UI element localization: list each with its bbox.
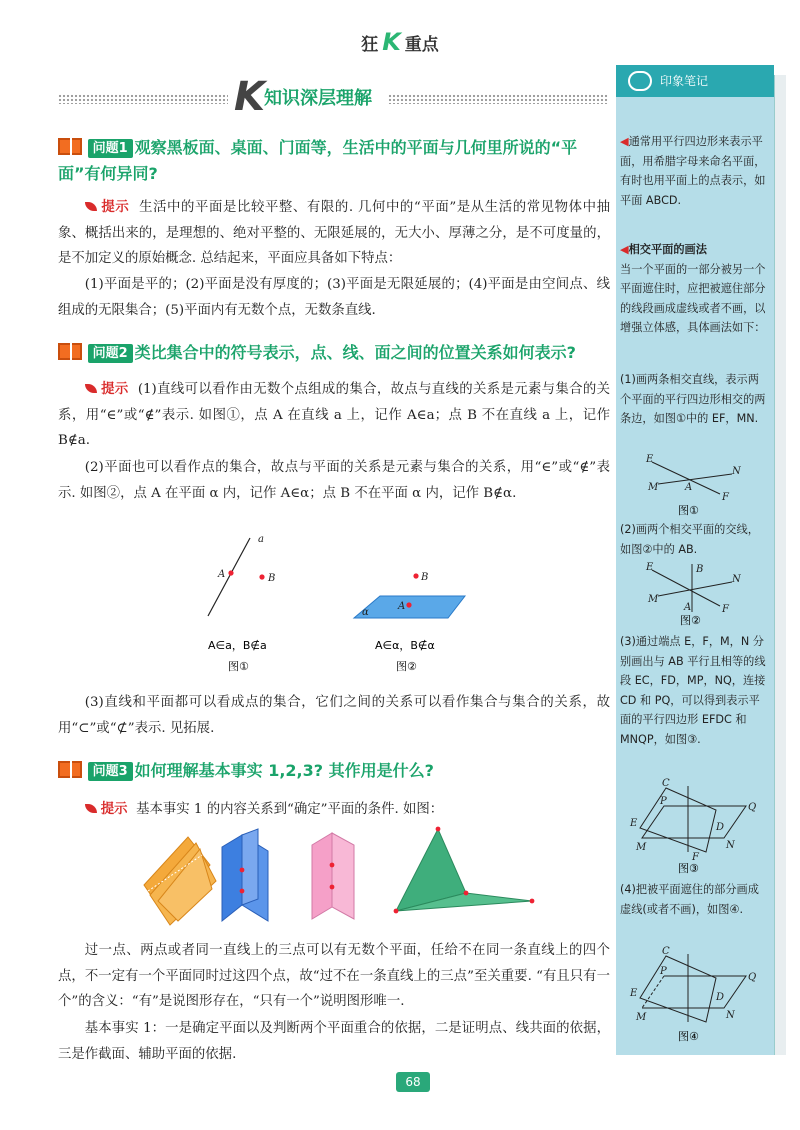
fig2-label-alpha: α [362, 607, 369, 618]
pt-N: N [726, 1010, 735, 1021]
plane-MNQP [642, 976, 746, 1008]
pt-P: P [660, 796, 667, 807]
page-header [0, 28, 800, 56]
pt-N: N [726, 840, 735, 851]
plane-EFDC [640, 956, 716, 1022]
book-icon [58, 138, 82, 155]
k-emblem: K [234, 74, 265, 120]
fig1-caption: A∈a，B∉a [208, 639, 267, 652]
pt-A: A [685, 482, 693, 493]
side-note-2 [620, 240, 770, 338]
pt-P: P [660, 966, 667, 977]
fig1-point-b [259, 574, 264, 579]
planes-through-line [222, 829, 268, 921]
fig2-name: 图② [396, 660, 417, 673]
side-fig2-name: 图② [680, 614, 701, 627]
plane-EFDC [640, 788, 716, 852]
pt-F: F [722, 492, 729, 503]
q1-header [58, 135, 613, 187]
side-fig1 [640, 450, 750, 518]
side-note-2-title: 相交平面的画法 [628, 243, 707, 256]
pt-N: N [732, 466, 741, 477]
side-step-1: (1)画两条相交直线，表示两个平面的平行四边形相交的两条边，如图①中的 EF，MN. [620, 373, 766, 425]
book-icon [58, 761, 82, 778]
side-note-2-text: 当一个平面的一部分被另一个平面遮住时，应把被遮住部分的线段画成虚线或者不画，以增强立体感，具体画法如下： [620, 262, 766, 334]
pt-M: M [648, 594, 659, 605]
fig1-name: 图① [228, 660, 249, 673]
header-k-logo: K [382, 28, 401, 56]
q2-p1 [58, 377, 610, 454]
side-head-text: 印象笔记 [660, 74, 709, 88]
pt-B: B [696, 564, 704, 575]
side-fig4-name: 图④ [678, 1030, 699, 1043]
pt-Q: Q [748, 802, 757, 813]
fig2-caption: A∈α，B∉α [375, 639, 435, 652]
side-fig3 [628, 776, 770, 874]
fig1-point-a [228, 570, 233, 575]
q3-p1-text: 基本事实 1 的内容关系到“确定”平面的条件. 如图： [136, 802, 444, 817]
triangle-icon: ◀ [620, 243, 629, 256]
q3-p3: 基本事实 1：一是确定平面以及判断两个平面重合的依据，二是证明点、线共面的依据，三是作截面、辅助平面的依据. [58, 1021, 610, 1062]
dots-right [388, 94, 608, 104]
side-step-3: (3)通过端点 E，F，M，N 分别画出与 AB 平行且相等的线段 EC，FD，MP，NQ，连接 CD 和 PQ，可以得到表示平面的平行四边形 EFDC 和 MNQP，如图③. [620, 635, 766, 746]
side-step-2: (2)画两个相交平面的交线，如图②中的 AB. [620, 523, 759, 556]
pt-Q: Q [748, 972, 757, 983]
line-MN [658, 582, 732, 596]
leaf-icon [85, 202, 97, 211]
side-step-4: (4)把被平面遮住的部分画成虚线(或者不画)，如图④. [620, 883, 759, 916]
pt-D: D [716, 822, 725, 833]
fig1-label-A: A [218, 569, 226, 580]
q3-p2: 过一点、两点或者同一直线上的三点可以有无数个平面，任给不在同一条直线上的四个点，不一定有一个平面同时过这四个点，故“过不在一条直线上的三点”至关重要. “有且只有一个”的含义：“有”是说图形存在，“只有一个”说明图形唯一. [58, 943, 610, 1009]
pt-E: E [630, 988, 638, 999]
q3-title: 如何理解基本事实 1,2,3? 其作用是什么? [134, 761, 434, 780]
pt-E: E [646, 454, 654, 465]
leaf-icon [85, 384, 97, 393]
side-note-1 [620, 132, 770, 210]
pt-C: C [662, 946, 670, 957]
pt-A: A [684, 602, 692, 613]
q1-p1 [58, 195, 610, 272]
q2-title: 类比集合中的符号表示，点、线、面之间的位置关系如何表示? [134, 343, 576, 362]
planes-through-line-2 [312, 833, 354, 919]
book-icon [58, 343, 82, 360]
pt-D: D [716, 992, 725, 1003]
q3-label: 问题3 [88, 762, 133, 781]
fig2-point-b [413, 573, 418, 578]
fig1-label-B: B [268, 573, 276, 584]
triangle-icon: ◀ [620, 135, 629, 148]
pt-E: E [630, 818, 638, 829]
notes-icon [628, 71, 652, 91]
section-title: 知识深层理解 [264, 88, 372, 109]
pt-M: M [636, 1012, 647, 1023]
plane-through-three-points [394, 827, 535, 914]
q2-p3: (3)直线和平面都可以看成点的集合，它们之间的关系可以看作集合与集合的关系，故用“⊂”或“⊄”表示. 见拓展. [58, 695, 610, 736]
fig2-point-a [406, 602, 411, 607]
leaf-icon [85, 804, 97, 813]
q3-p1 [58, 797, 610, 823]
pt-M: M [636, 842, 647, 853]
q2-figures [180, 528, 480, 678]
fig2-label-A: A [398, 601, 406, 612]
section-title-band [58, 74, 608, 120]
side-fig3-name: 图③ [678, 862, 699, 874]
pt-N: N [732, 574, 741, 585]
planes-through-point [144, 837, 216, 925]
q1-p2: (1)平面是平的；(2)平面是没有厚度的；(3)平面是无限延展的；(4)平面是由空间点、线组成的无限集合；(5)平面内有无数个点，无数条直线. [58, 277, 610, 318]
side-fig2 [640, 560, 750, 628]
q1-label: 问题1 [88, 139, 133, 158]
pt-F: F [692, 852, 699, 863]
page-number: 68 [396, 1072, 430, 1092]
fig1-line-a [208, 538, 250, 616]
pt-M: M [648, 482, 659, 493]
line-EF [652, 570, 720, 606]
dots-left [58, 94, 228, 104]
q1-p1-text: 生活中的平面是比较平整、有限的. 几何中的“平面”是从生活的常见物体中抽象、概括出来的，是理想的、绝对平整的、无限延展的，无大小、厚薄之分，是不可度量的，是不加定义的原始概念. 总结起来，平面应具备如下特点： [58, 200, 611, 266]
q2-p2: (2)平面也可以看作点的集合，故点与平面的关系是元素与集合的关系，用“∈”或“∉”表示. 如图②，点 A 在平面 α 内，记作 A∈α；点 B 不在平面 α 内，记作 B∉α. [58, 460, 610, 501]
fig2-label-B: B [421, 572, 429, 583]
pt-C: C [662, 778, 670, 789]
q1-title: 观察黑板面、桌面、门面等，生活中的平面与几何里所说的“平面”有何异同? [58, 138, 578, 183]
q2-label: 问题2 [88, 344, 133, 363]
q3-planes-illustration [138, 825, 538, 930]
side-fig1-name: 图① [678, 504, 699, 517]
fig1-label-a: a [258, 534, 264, 545]
side-edge-tab [774, 75, 786, 1055]
q1-hint: 提示 [100, 200, 130, 215]
q3-header [58, 758, 613, 784]
q2-p1-text: (1)直线可以看作由无数个点组成的集合，故点与直线的关系是元素与集合的关系，用“∈”或“∉”表示. 如图①，点 A 在直线 a 上，记作 A∈a；点 B 不在直线 a 上，记作 B∉a. [58, 382, 610, 448]
side-fig4 [628, 944, 770, 1044]
q2-hint: 提示 [100, 382, 129, 397]
side-note-1-text: 通常用平行四边形来表示平面，用希腊字母来命名平面，有时也用平面上的点表示，如平面 ABCD. [620, 135, 766, 207]
q2-header [58, 340, 613, 366]
header-pre: 狂 [361, 35, 379, 55]
side-notes-head [616, 65, 774, 97]
plane-MNQP [642, 806, 746, 838]
header-post: 重点 [404, 35, 439, 55]
pt-E: E [646, 562, 654, 573]
q3-hint: 提示 [100, 802, 128, 817]
pt-F: F [722, 604, 729, 615]
